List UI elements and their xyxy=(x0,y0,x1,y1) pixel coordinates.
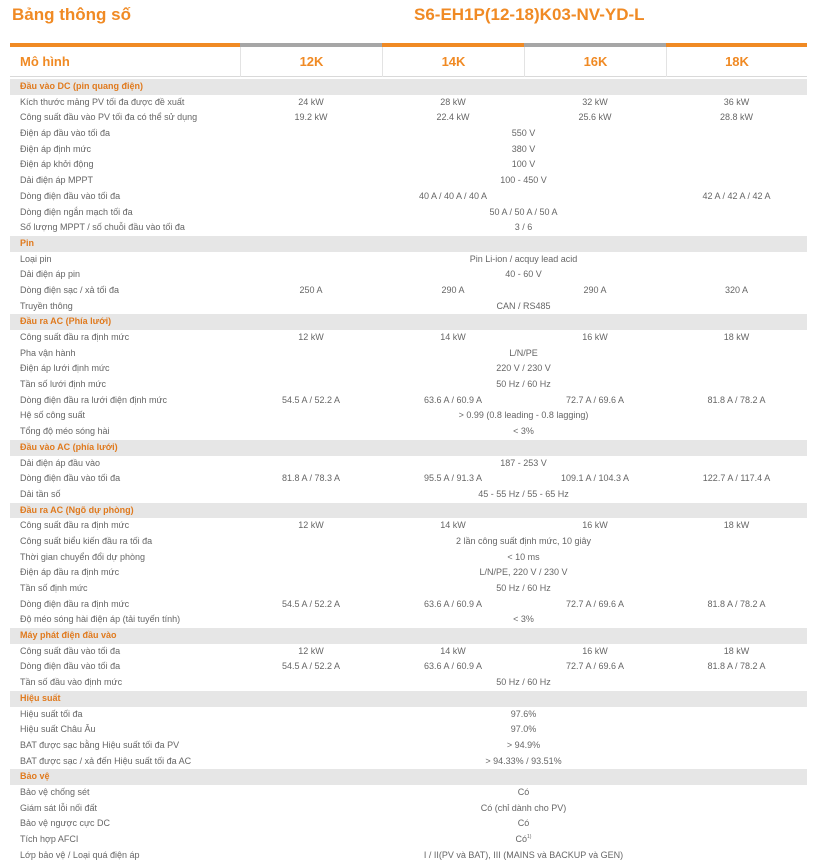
row-value-text: 100 - 450 V xyxy=(500,175,547,186)
row-value: 18 kW xyxy=(723,332,750,342)
row-value-text: 100 V xyxy=(511,159,536,170)
row-label: Điện áp lưới định mức xyxy=(20,363,110,374)
row-label: Kích thước mảng PV tối đa được đề xuất xyxy=(20,96,185,107)
row-label: Dải tần số xyxy=(20,488,61,499)
row-value xyxy=(240,550,807,566)
row-value-text: CAN / RS485 xyxy=(496,300,551,311)
row-label: Công suất đầu vào PV tối đa có thể sử dụng xyxy=(20,112,198,123)
row-label: Dòng điện đầu vào tối đa xyxy=(20,473,121,484)
row-value-text: 220 V / 230 V xyxy=(496,363,551,374)
model-code: S6-EH1P(12-18)K03-NV-YD-L xyxy=(414,5,645,24)
table-row xyxy=(10,110,807,126)
section-title: Đầu vào DC (pin quang điện) xyxy=(20,81,143,91)
row-label: Tổng độ méo sóng hài xyxy=(20,426,110,437)
row-value: 16 kW xyxy=(582,332,608,342)
row-value xyxy=(240,581,807,597)
row-value: 42 A / 42 A / 42 A xyxy=(702,190,771,201)
row-label: BAT được sạc / xả đến Hiệu suất tối đa AC xyxy=(20,755,192,766)
row-value-text: > 94.9% xyxy=(506,739,541,750)
model-12k: 12K xyxy=(240,47,382,77)
row-value xyxy=(240,142,807,158)
row-value: 14 kW xyxy=(440,645,466,656)
row-label: Dòng điện đầu ra lưới điện định mức xyxy=(20,394,168,405)
row-value: 28.8 kW xyxy=(719,112,753,123)
row-value-text: Có xyxy=(515,834,528,844)
row-label: Số lượng MPPT / số chuỗi đầu vào tối đa xyxy=(20,222,185,233)
row-value xyxy=(240,785,807,801)
row-label: Công suất biểu kiến đầu ra tối đa xyxy=(20,535,153,546)
row-value: 22.4 kW xyxy=(436,112,470,123)
row-label: Điện áp định mức xyxy=(20,143,92,154)
table-row xyxy=(10,644,807,660)
row-value-text: Có xyxy=(517,786,530,797)
row-label: Giám sát lỗi nối đất xyxy=(20,802,98,813)
section-title: Máy phát điện đầu vào xyxy=(20,630,117,641)
row-value-text: L/N/PE, 220 V / 230 V xyxy=(479,567,568,578)
row-value xyxy=(240,424,807,440)
row-label: Hệ số công suất xyxy=(20,410,86,421)
table-row xyxy=(10,848,807,864)
row-value: 18 kW xyxy=(723,645,750,656)
table-row xyxy=(10,393,807,409)
row-label: Dải điện áp đầu vào xyxy=(20,457,101,468)
table-row xyxy=(10,157,807,173)
row-label: Dải điện áp pin xyxy=(20,269,81,280)
row-value-text: 50 Hz / 60 Hz xyxy=(496,583,551,593)
table-row xyxy=(10,126,807,142)
row-value-text: Có (chỉ dành cho PV) xyxy=(480,802,567,813)
row-value: 320 A xyxy=(724,284,749,295)
row-value: 54.5 A / 52.2 A xyxy=(281,394,341,405)
section-header xyxy=(10,314,807,330)
row-value: 12 kW xyxy=(298,645,324,656)
table-row xyxy=(10,267,807,283)
section-header xyxy=(10,236,807,252)
row-value xyxy=(240,205,807,221)
row-label: Dòng điện đầu ra định mức xyxy=(20,598,130,609)
row-value-text: 50 Hz / 60 Hz xyxy=(496,379,551,390)
row-value-text: 97.6% xyxy=(510,708,537,719)
row-label: Hiệu suất Châu Âu xyxy=(20,724,96,735)
row-value: 63.6 A / 60.9 A xyxy=(423,661,483,672)
row-label: Dòng điện đầu vào tối đa xyxy=(20,661,121,672)
row-label: Tần số lưới định mức xyxy=(20,379,106,390)
table-row xyxy=(10,707,807,723)
row-value xyxy=(240,801,807,817)
section-header xyxy=(10,79,807,95)
table-row xyxy=(10,816,807,832)
row-value-text: Có xyxy=(517,818,530,829)
row-label: Tần số định mức xyxy=(20,583,88,593)
row-value-text: 187 - 253 V xyxy=(500,457,547,468)
row-value: 250 A xyxy=(299,284,323,295)
row-value: 290 A xyxy=(583,284,607,295)
row-value: 12 kW xyxy=(298,332,324,342)
row-value: 14 kW xyxy=(440,332,466,342)
row-value-text: 97.0% xyxy=(510,724,537,735)
table-row xyxy=(10,173,807,189)
table-row xyxy=(10,220,807,236)
table-row xyxy=(10,189,807,205)
model-16k: 16K xyxy=(524,47,666,77)
row-value: 290 A xyxy=(441,284,465,295)
row-value: 16 kW xyxy=(582,520,608,531)
table-row xyxy=(10,283,807,299)
table-row xyxy=(10,456,807,472)
footnote-marker: 1) xyxy=(527,834,532,840)
table-row xyxy=(10,801,807,817)
row-value xyxy=(240,848,807,864)
row-label: Điện áp đầu vào tối đa xyxy=(20,128,111,139)
table-row xyxy=(10,424,807,440)
row-value-text: > 0.99 (0.8 leading - 0.8 lagging) xyxy=(458,410,589,421)
row-label: Công suất đầu vào tối đa xyxy=(20,645,121,656)
row-label: Bảo vệ ngược cực DC xyxy=(20,818,110,829)
table-row xyxy=(10,659,807,675)
row-value xyxy=(240,722,807,738)
row-value: 81.8 A / 78.2 A xyxy=(707,394,766,405)
row-value xyxy=(240,408,807,424)
row-value-text: 45 - 55 Hz / 55 - 65 Hz xyxy=(478,488,569,499)
row-value: 122.7 A / 117.4 A xyxy=(702,473,771,484)
row-value: 25.6 kW xyxy=(578,112,612,123)
row-value: 109.1 A / 104.3 A xyxy=(560,473,630,484)
row-label: Tần số đầu vào định mức xyxy=(20,677,123,688)
row-value xyxy=(240,377,807,393)
row-value: 18 kW xyxy=(723,520,750,531)
row-value xyxy=(240,267,807,283)
row-label: Điện áp đầu ra định mức xyxy=(20,567,120,578)
section-header xyxy=(10,503,807,519)
row-value: 28 kW xyxy=(440,96,466,107)
table-row xyxy=(10,487,807,503)
row-value xyxy=(240,456,807,472)
row-value xyxy=(240,565,807,581)
row-value-text: > 94.33% / 93.51% xyxy=(485,755,562,766)
table-row xyxy=(10,142,807,158)
row-value-text: 550 V xyxy=(511,128,536,139)
row-value xyxy=(240,612,807,628)
row-value: 81.8 A / 78.2 A xyxy=(707,661,766,672)
model-header-label: Mô hình xyxy=(20,54,70,69)
row-value: 63.6 A / 60.9 A xyxy=(423,598,483,609)
row-value-text: 380 V xyxy=(511,143,536,154)
table-row xyxy=(10,299,807,315)
row-value: 72.7 A / 69.6 A xyxy=(565,598,625,609)
section-header xyxy=(10,440,807,456)
row-value: 95.5 A / 91.3 A xyxy=(423,473,483,484)
row-value: 81.8 A / 78.3 A xyxy=(281,473,341,484)
row-value xyxy=(240,220,807,236)
row-label: Tích hợp AFCI xyxy=(20,834,79,844)
row-value: 16 kW xyxy=(582,645,608,656)
row-value xyxy=(240,252,807,268)
table-row xyxy=(10,205,807,221)
row-value: 36 kW xyxy=(723,96,750,107)
row-value xyxy=(240,299,807,315)
row-value xyxy=(240,816,807,832)
model-14k: 14K xyxy=(382,47,524,77)
row-value-text: 3 / 6 xyxy=(514,222,533,233)
row-label: Công suất đầu ra định mức xyxy=(20,332,130,342)
row-value: 72.7 A / 69.6 A xyxy=(565,661,625,672)
row-value: 54.5 A / 52.2 A xyxy=(281,598,341,609)
row-label: Lớp bảo vệ / Loại quá điện áp xyxy=(20,849,140,860)
table-row xyxy=(10,565,807,581)
table-row xyxy=(10,408,807,424)
row-value-text: 40 - 60 V xyxy=(505,269,542,280)
spec-table xyxy=(10,79,807,863)
row-value xyxy=(240,126,807,142)
row-value: 81.8 A / 78.2 A xyxy=(707,598,766,609)
row-value xyxy=(240,361,807,377)
table-row xyxy=(10,754,807,770)
row-value xyxy=(240,157,807,173)
row-value-text: Pin Li-ion / acquy lead acid xyxy=(469,253,578,264)
table-row xyxy=(10,471,807,487)
row-value-text: < 3% xyxy=(513,614,534,625)
row-label: Công suất đầu ra định mức xyxy=(20,520,130,531)
row-value-text: I / II(PV và BAT), III (MAINS và BACKUP và GEN) xyxy=(423,849,624,860)
row-value-text: 50 A / 50 A / 50 A xyxy=(489,206,558,217)
row-label: Thời gian chuyển đổi dự phòng xyxy=(20,551,146,562)
row-label: Dòng điện sạc / xả tối đa xyxy=(20,284,120,295)
row-label: Độ méo sóng hài điện áp (tải tuyến tính) xyxy=(20,614,181,625)
row-value xyxy=(240,675,807,691)
row-value-text: < 10 ms xyxy=(507,551,540,562)
row-label: Dòng điện ngắn mạch tối đa xyxy=(20,206,133,217)
row-value: 63.6 A / 60.9 A xyxy=(423,394,483,405)
row-value xyxy=(240,173,807,189)
table-row xyxy=(10,597,807,613)
table-row xyxy=(10,95,807,111)
table-row xyxy=(10,675,807,691)
table-row xyxy=(10,581,807,597)
row-label: Pha vận hành xyxy=(20,347,76,358)
table-row xyxy=(10,722,807,738)
row-value: 72.7 A / 69.6 A xyxy=(565,394,625,405)
section-title: Đầu vào AC (phía lưới) xyxy=(20,441,118,452)
row-value xyxy=(240,832,807,848)
table-row xyxy=(10,534,807,550)
row-label: Truyền thông xyxy=(20,300,73,311)
row-value xyxy=(240,707,807,723)
row-value xyxy=(240,754,807,770)
section-title: Bảo vệ xyxy=(20,771,50,782)
row-label: Điện áp khởi động xyxy=(20,159,94,170)
row-label: Hiệu suất tối đa xyxy=(20,708,83,719)
table-row xyxy=(10,550,807,566)
row-value xyxy=(240,487,807,503)
section-title: Đầu ra AC (Phía lưới) xyxy=(20,316,112,327)
row-label: Bảo vệ chống sét xyxy=(20,786,90,797)
row-label: Dòng điện đầu vào tối đa xyxy=(20,190,121,201)
table-row xyxy=(10,612,807,628)
row-value-text: < 3% xyxy=(513,426,534,437)
page-title: Bảng thông số xyxy=(12,5,131,24)
row-value: 14 kW xyxy=(440,520,466,531)
row-value xyxy=(240,738,807,754)
table-row xyxy=(10,252,807,268)
section-header xyxy=(10,628,807,644)
row-value: 54.5 A / 52.2 A xyxy=(281,661,341,672)
row-value: 32 kW xyxy=(582,96,608,107)
table-header xyxy=(10,47,807,77)
row-value: 12 kW xyxy=(298,520,324,531)
section-header xyxy=(10,691,807,707)
row-label: Loại pin xyxy=(20,253,52,264)
section-title: Đầu ra AC (Ngõ dự phòng) xyxy=(20,504,134,515)
row-value-text: 2 lần công suất định mức, 10 giây xyxy=(455,535,592,546)
table-row xyxy=(10,785,807,801)
row-value xyxy=(240,534,807,550)
table-row xyxy=(10,738,807,754)
table-row xyxy=(10,377,807,393)
table-row xyxy=(10,330,807,346)
section-header xyxy=(10,769,807,785)
row-value: 19.2 kW xyxy=(294,112,328,123)
section-title: Hiệu suất xyxy=(20,692,61,703)
row-value-text: 50 Hz / 60 Hz xyxy=(496,677,551,688)
table-row xyxy=(10,346,807,362)
row-value: 24 kW xyxy=(298,96,324,107)
row-value-text: L/N/PE xyxy=(509,347,538,358)
row-value xyxy=(240,346,807,362)
model-18k: 18K xyxy=(666,47,807,77)
row-label: Dải điện áp MPPT xyxy=(20,175,94,186)
table-row xyxy=(10,518,807,534)
row-value: 40 A / 40 A / 40 A xyxy=(418,190,488,201)
section-title: Pin xyxy=(20,237,35,248)
table-row xyxy=(10,832,807,848)
table-row xyxy=(10,361,807,377)
row-label: BAT được sạc bằng Hiệu suất tối đa PV xyxy=(20,739,180,750)
